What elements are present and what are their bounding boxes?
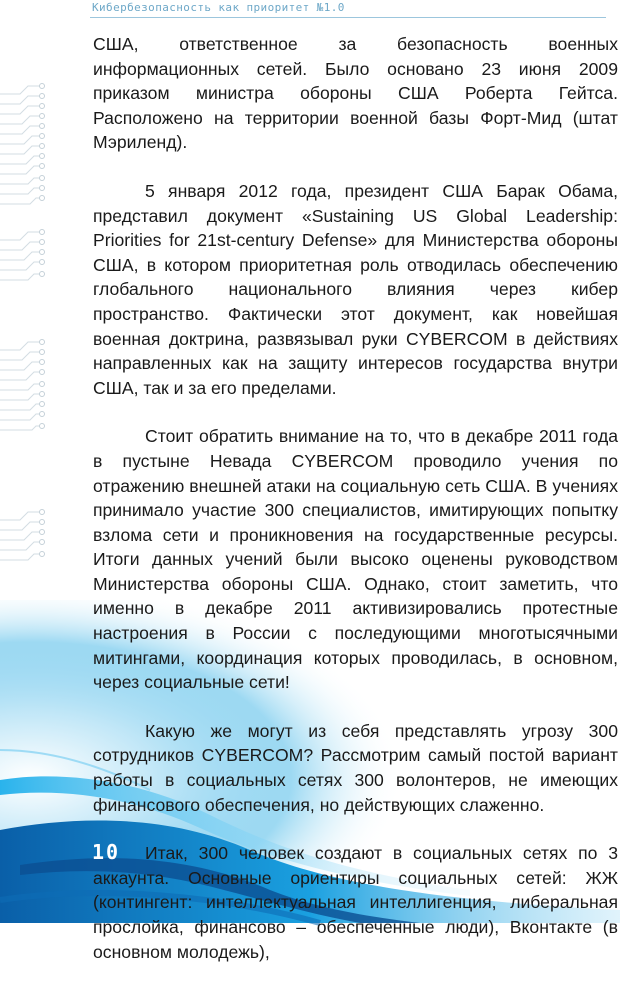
page-number: 10 — [92, 840, 121, 864]
paragraph-3: Стоит обратить внимание на то, что в декабре 2011 года в пустыне Невада CYBERCOM проводило учения по отражению внешней атаки на социальную сеть США. В учениях принимало участие 300 специалистов, имитирующих попытку взлома сети и проникновения на государственные ресурсы. Итоги данных учений были высоко оценены руководством Министерства обороны США. Однако, стоит заметить, что именно в декабре 2011 активизировались протестные настроения в России с последующими многотысячными митингами, координация которых проводилась, в основном, через социальные сети! — [93, 426, 618, 693]
running-header: Кибербезопасность как приоритет №1.0 — [92, 1, 345, 14]
circuit-decoration — [0, 80, 80, 580]
paragraph-1: США, ответственное за безопасность военных информационных сетей. Было основано 23 июня 2009 приказом министра обороны США Роберта Гейтса. Расположено на территории военной базы Форт-Мид (штат Мэриленд). — [93, 34, 618, 153]
paragraph-2: 5 января 2012 года, президент США Барак Обама, представил документ «Sustaining US Global Leadership: Priorities for 21st-century Defense» для Министерства обороны США, в котором приоритетная роль отводилась обеспечению глобального национального влияния через кибер пространство. Фактически этот документ, как новейшая военная доктрина, развязывал руки CYBERCOM в действиях направленных как на защиту интересов государства внутри США, так и за его пределами. — [93, 180, 618, 398]
header-rule — [90, 17, 606, 18]
paragraph-4: Какую же могут из себя представлять угрозу 300 сотрудников CYBERCOM? Рассмотрим самый постой вариант работы в социальных сетях 300 волонтеров, не имеющих финансового обеспечения, но действующих слаженно. — [93, 720, 618, 815]
paragraph-5: Итак, 300 человек создают в социальных сетях по 3 аккаунта. Основные ориентиры социальных сетей: ЖЖ (контингент: интеллектуальная интеллигенция, либеральная прослойка, финансово – обеспеченные люди), Вконтакте (в основном молодежь), — [93, 843, 618, 962]
body-text — [93, 32, 618, 988]
